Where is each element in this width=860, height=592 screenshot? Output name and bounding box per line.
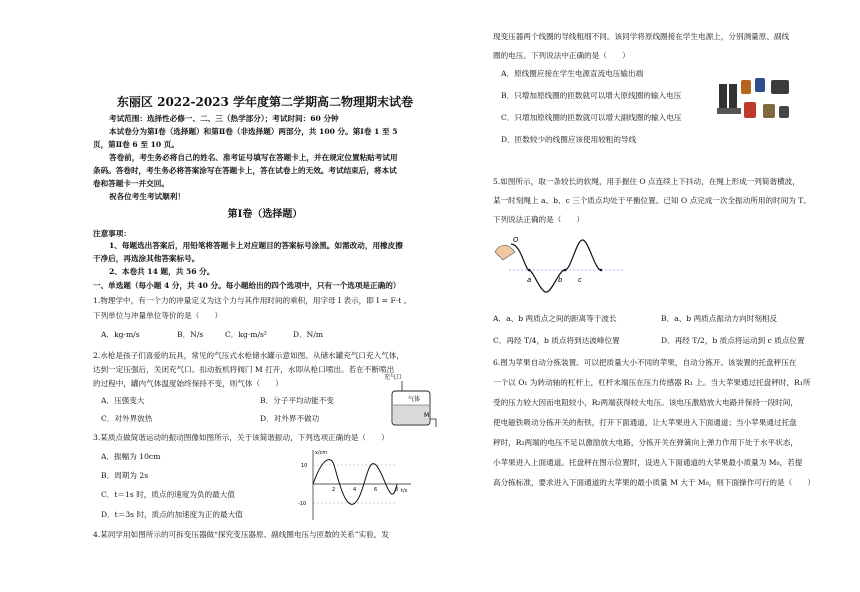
q6-stem: 6.图为苹果自动分拣装置。可以把质量大小不同的苹果，自动分拣开。该装置的托盘秤压在 bbox=[493, 358, 797, 367]
point-a-label: a bbox=[527, 276, 532, 284]
q5-option-b: B．a、b 两质点振动方向时刻相反 bbox=[661, 314, 778, 323]
q5-option-c: C．再经 T/4，b 质点将到达波峰位置 bbox=[493, 336, 620, 345]
exam-info-line: 页，第Ⅱ卷 6 至 10 页。 bbox=[93, 140, 179, 149]
q5-stem: 下列说法正确的是（ ） bbox=[493, 215, 585, 224]
q2-stem: 的过程中，罐内气体温度始终保持不变，则气体（ ） bbox=[93, 379, 283, 388]
q5-stem: 5.如图所示，取一条较长的软绳，用手握住 O 点连续上下抖动，在绳上形成一列简谐横波， bbox=[493, 177, 800, 186]
q6-stem: 受的压力较大因而电阻较小，R₂两端获得较大电压。该电压激励放大电路并保持一段时间， bbox=[493, 398, 798, 407]
valve-label: M bbox=[424, 412, 430, 419]
exam-info-line: 答卷前，考生务必将自己的姓名、准考证号填写在答题卡上，并在规定位置粘贴考试用 bbox=[109, 153, 398, 162]
q4-option-a: A．原线圈应接在学生电源直流电压输出端 bbox=[501, 69, 644, 78]
transformer-figure bbox=[711, 68, 795, 132]
notes-heading: 注意事项： bbox=[93, 229, 131, 238]
q3-option-d: D．t＝3s 时，质点的加速度为正的最大值 bbox=[101, 510, 243, 519]
notes-line: 干净后，再选涂其他答案标号。 bbox=[93, 254, 200, 263]
q1-option-c: C．kg·m/s² bbox=[225, 330, 267, 339]
gas-label: 气体 bbox=[408, 396, 421, 403]
point-b-label: b bbox=[558, 276, 563, 284]
y-tick: -10 bbox=[298, 501, 307, 507]
q3-stem: 3.某质点做简谐运动的振动图像如图所示，关于该简谐振动，下列选项正确的是（ ） bbox=[93, 433, 389, 442]
q2-stem: 达到一定压强后，关闭充气口。扣动扳机将阀门 M 打开，水即从枪口喷出。若在不断喷出 bbox=[93, 365, 395, 374]
water-tank-figure bbox=[380, 371, 442, 433]
section-title: 第Ⅰ卷（选择题） bbox=[227, 209, 303, 220]
notes-line: 2、本卷共 14 题，共 56 分。 bbox=[109, 267, 215, 276]
exam-title: 东丽区 2022-2023 学年度第二学期高二物理期末试卷 bbox=[116, 95, 414, 109]
q4-option-b: B．只增加原线圈的匝数就可以增大原线圈的输入电压 bbox=[501, 91, 682, 100]
q1-option-b: B．N/s bbox=[177, 330, 204, 339]
q5-option-d: D．再经 T/2，b 质点将运动到 c 质点位置 bbox=[661, 336, 805, 345]
q2-option-a: A．压强变大 bbox=[101, 396, 145, 405]
q3-option-a: A．振幅为 10cm bbox=[101, 452, 161, 461]
q1-option-a: A．kg·m/s bbox=[101, 330, 140, 339]
q2-stem: 2.水枪是孩子们喜爱的玩具，常见的气压式水枪储水罐示意如图。从储水罐充气口充入气体， bbox=[93, 351, 404, 360]
exam-info-line: 考试范围：选择性必修一、二、三（热学部分）；考试时间：60 分钟 bbox=[109, 114, 339, 123]
y-axis-label: x/cm bbox=[315, 450, 328, 456]
q4-option-c: C．只增加原线圈的匝数就可以增大副线圈的输入电压 bbox=[501, 113, 682, 122]
q5-stem: 某一时刻绳上 a、b、c 三个质点均处于平衡位置。已知 O 点完成一次全振动所用的时间为 T。 bbox=[493, 196, 811, 205]
x-tick: 4 bbox=[353, 487, 357, 493]
q6-stem: 高分拣标准，要求进入下面通道的大苹果的最小质量 M 大于 M₀，则下面操作可行的是（ ） bbox=[493, 478, 815, 487]
q4-stem-cont: 圈的电压。下列说法中正确的是（ ） bbox=[493, 51, 630, 60]
q1-option-d: D．N/m bbox=[293, 330, 324, 339]
q2-option-b: B．分子平均动能不变 bbox=[260, 396, 334, 405]
q6-stem: 秤时，R₂两端的电压不足以激励放大电路，分拣开关在弹簧向上弹力作用下处于水平状态， bbox=[493, 438, 798, 447]
q4-option-d: D．匝数较少的线圈应该使用较粗的导线 bbox=[501, 135, 637, 144]
q1-stem: 1.物理学中，有一个力的冲量定义为这个力与其作用时间的乘积，用字母 I 表示，即 I = F·t 。 bbox=[93, 296, 412, 305]
exam-info-line: 条码。答卷时，考生务必将答案涂写在答题卡上，答在试卷上的无效。考试结束后，将本试 bbox=[93, 166, 397, 175]
x-tick: 8 bbox=[395, 487, 399, 493]
part1-heading: 一、单选题（每小题 4 分，共 40 分。每小题给出的四个选项中，只有一个选项是正确的） bbox=[93, 281, 401, 290]
point-c-label: c bbox=[578, 276, 582, 284]
q2-option-d: D．对外界不做功 bbox=[260, 414, 320, 423]
q3-option-b: B．周期为 2s bbox=[101, 471, 149, 480]
x-axis-label: t/s bbox=[401, 488, 408, 494]
q6-stem: 一个以 O₁ 为转动轴的杠杆上，杠杆末端压在压力传感器 R₁ 上。当大苹果通过托盘秤时，R₁所 bbox=[493, 378, 811, 387]
q6-stem: 使电磁铁吸动分拣开关的衔铁，打开下面通道，让大苹果进入下面通道；当小苹果通过托盘 bbox=[493, 418, 797, 427]
exam-info-line: 祝各位考生考试顺利！ bbox=[109, 192, 185, 201]
q1-stem: 下列单位与冲量单位等价的是（ ） bbox=[93, 311, 223, 320]
q6-stem: 小苹果进入上面通道。托盘秤在图示位置时，设进入下面通道的大苹果最小质量为 M₀，若提 bbox=[493, 458, 803, 467]
y-tick: 10 bbox=[301, 463, 308, 469]
inlet-label: 充气口 bbox=[384, 374, 403, 381]
hand-icon bbox=[495, 245, 515, 260]
q5-option-a: A．a、b 两质点之间的距离等于波长 bbox=[493, 314, 617, 323]
exam-info-line: 本试卷分为第Ⅰ卷（选择题）和第Ⅱ卷（非选择题）两部分，共 100 分。第Ⅰ卷 1 至 5 bbox=[109, 127, 398, 136]
q3-option-c: C．t＝1s 时，质点的速度为负的最大值 bbox=[101, 490, 235, 499]
q4-stem: 4.某同学用如图所示的可拆变压器做“探究变压器原、副线圈电压与匝数的关系”实验，发 bbox=[93, 530, 389, 539]
x-tick: 6 bbox=[374, 487, 378, 493]
point-o-label: O bbox=[513, 236, 519, 244]
oscillation-graph bbox=[297, 446, 417, 524]
rope-wave-figure bbox=[489, 230, 629, 298]
x-tick: 2 bbox=[332, 487, 336, 493]
notes-line: 1、每题选出答案后，用铅笔将答题卡上对应题目的答案标号涂黑。如需改动，用橡皮擦 bbox=[109, 241, 403, 250]
exam-info-line: 卷和答题卡一并交回。 bbox=[93, 179, 169, 188]
q2-option-c: C．对外界放热 bbox=[101, 414, 153, 423]
q4-stem-cont: 现变压器两个线圈的导线粗细不同。该同学将原线圈接在学生电源上，分别测量原、副线 bbox=[493, 32, 790, 41]
